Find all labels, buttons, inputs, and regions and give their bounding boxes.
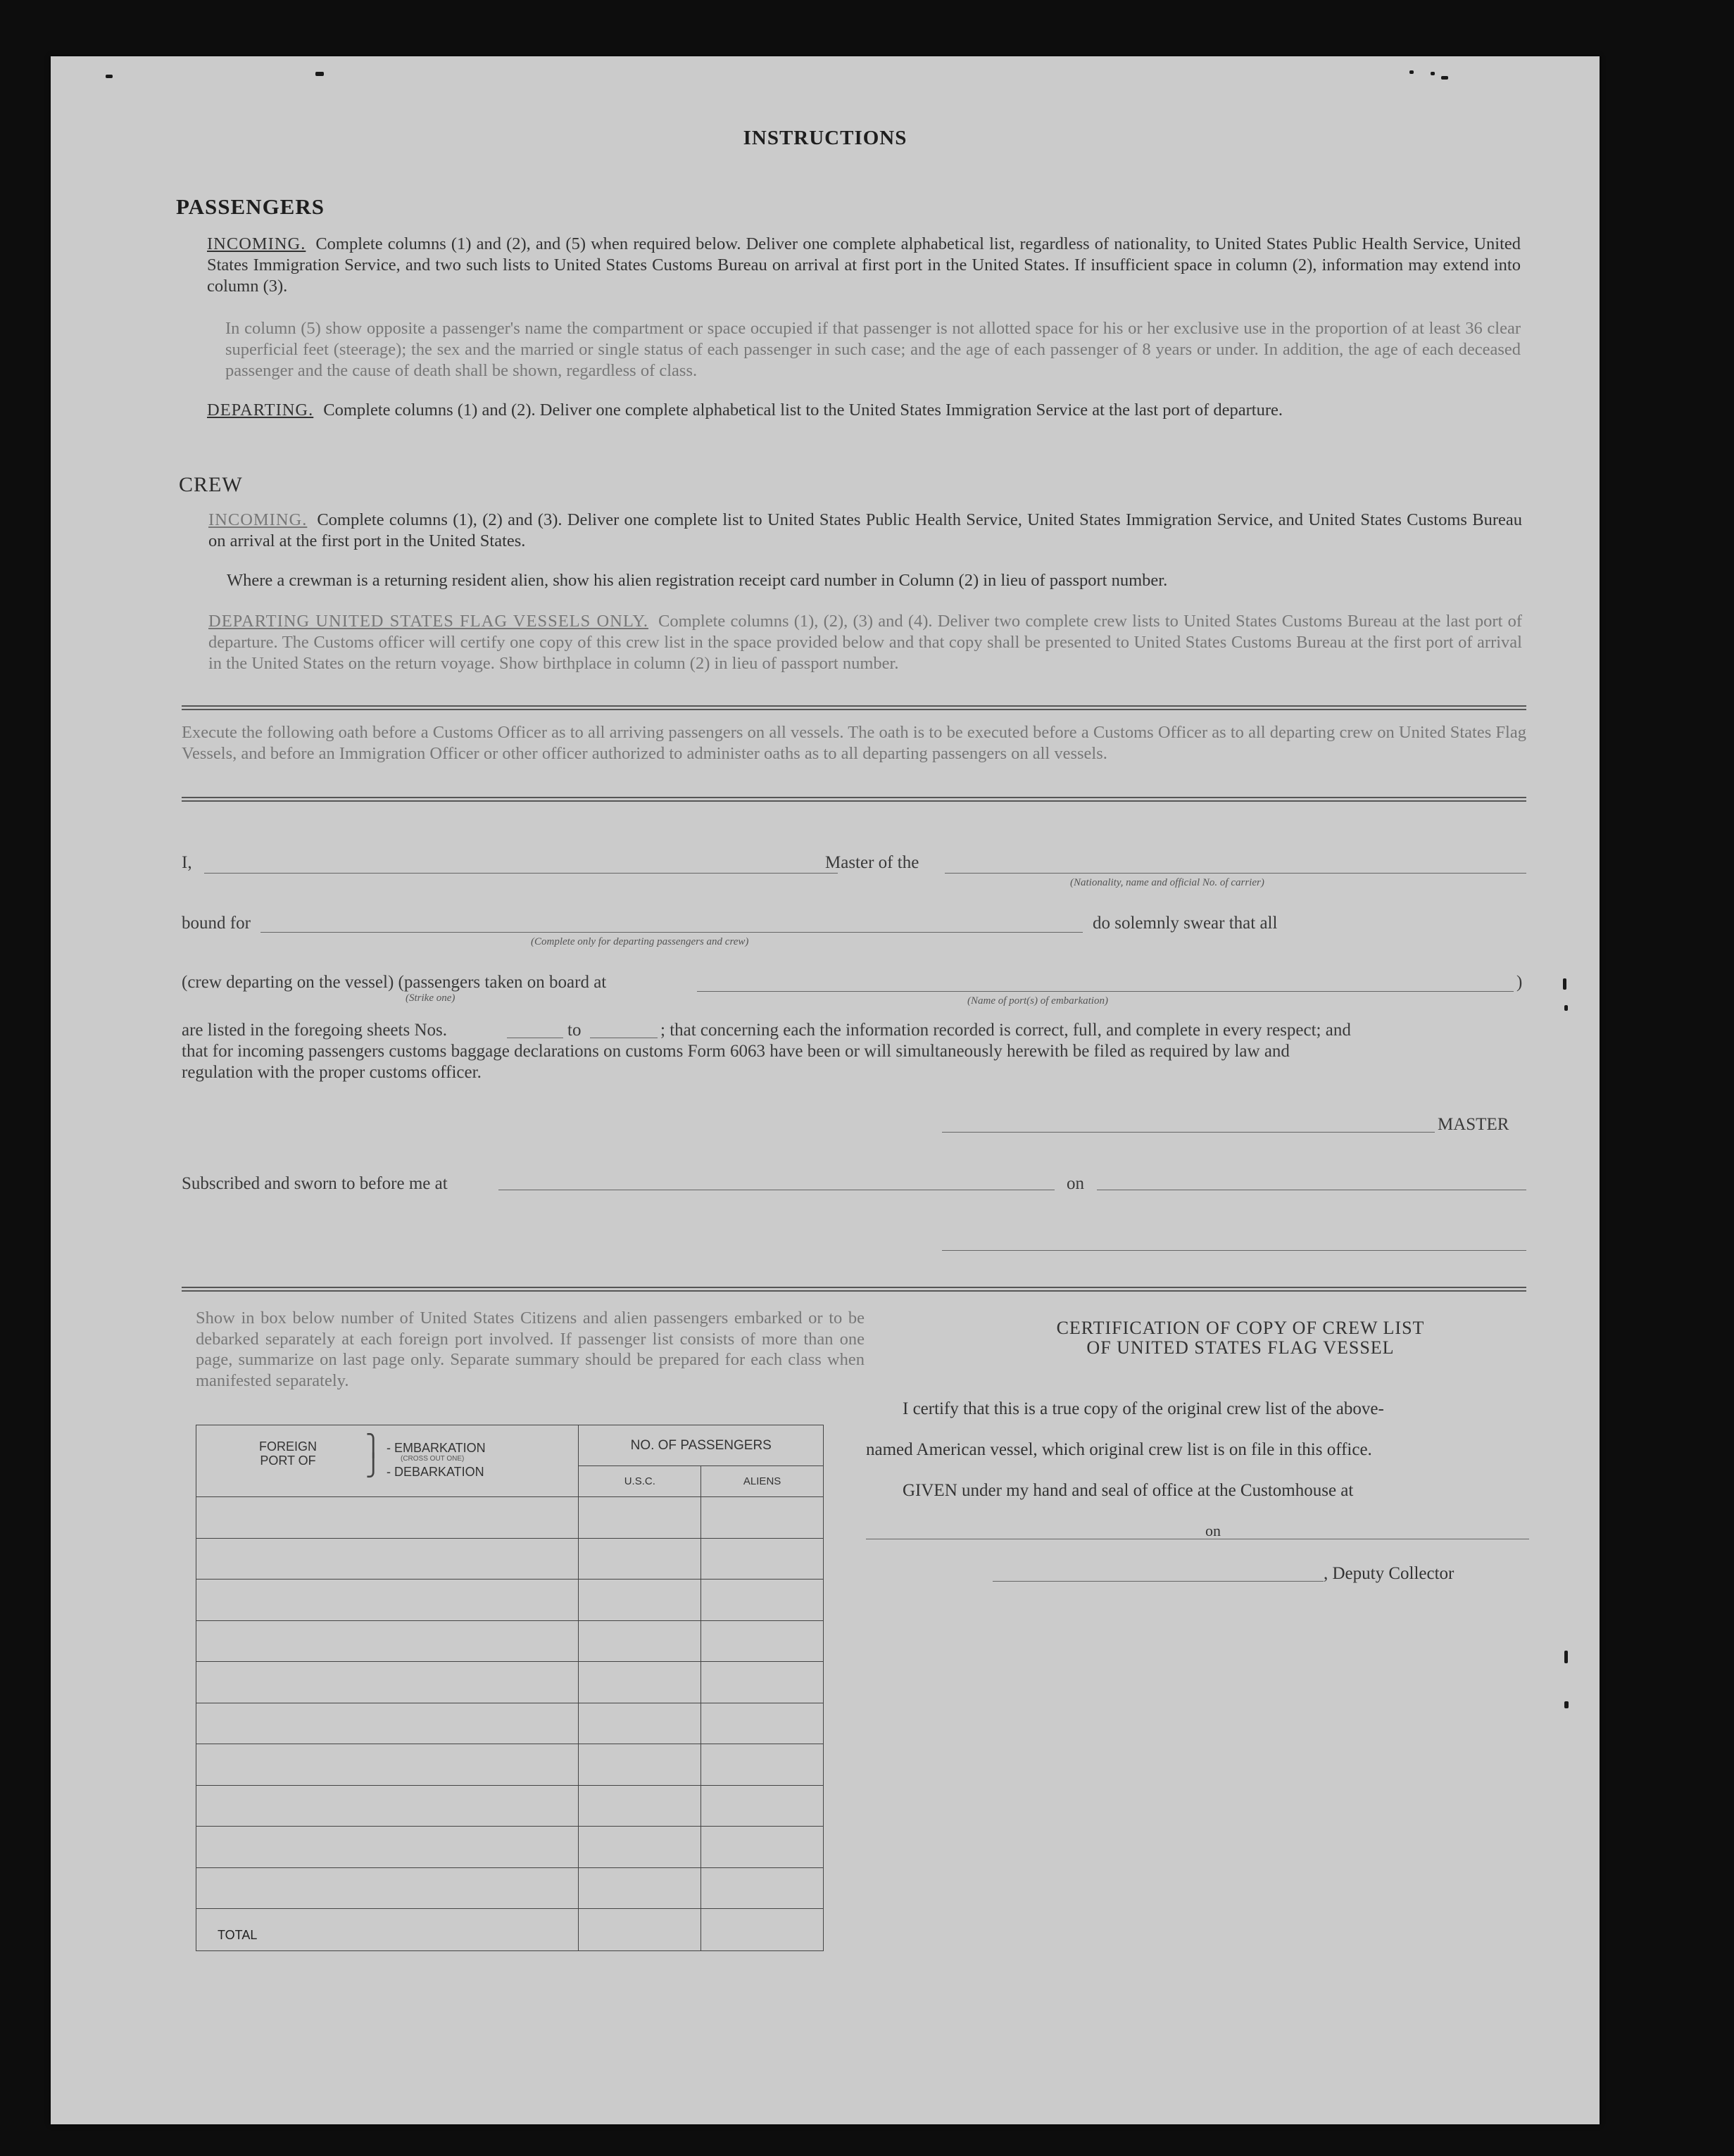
master-name-field[interactable] [204, 873, 838, 874]
certify-line-3: GIVEN under my hand and seal of office at the Customhouse at [903, 1481, 1354, 1500]
scan-speck [1409, 70, 1414, 74]
total-aliens-cell[interactable] [701, 1909, 824, 1951]
bound-for-field[interactable] [260, 932, 1083, 933]
strike-one-caption: (Strike one) [406, 992, 456, 1004]
crew-departing-text: Complete columns (1), (2), (3) and (4). Deliver two complete crew lists to United States Customs Bureau at the last port of departure. The Customs officer will certify one copy of this crew list in the space provided below and that copy shall be presented to United States Customs Bureau at the first port of arrival in the United States on the return voyage. Show birthplace in column (2) in lieu of passport number. [208, 612, 1522, 673]
summary-row [196, 1662, 824, 1703]
port-cell[interactable] [196, 1867, 579, 1909]
certification-heading-1: CERTIFICATION OF COPY OF CREW LIST [1056, 1318, 1425, 1338]
subscribed-label: Subscribed and sworn to before me at [182, 1174, 448, 1193]
certify-line-1: I certify that this is a true copy of the original crew list of the above- [903, 1399, 1384, 1418]
master-of-the-label: Master of the [825, 853, 919, 872]
embarkation-ports-field[interactable] [697, 991, 1514, 992]
passengers-departing-instruction [207, 400, 1521, 421]
scan-speck [1564, 1701, 1569, 1708]
crew-incoming-instruction [208, 510, 1522, 552]
usc-cell[interactable] [579, 1662, 701, 1703]
scan-speck [315, 72, 324, 76]
port-cell[interactable] [196, 1580, 579, 1621]
aliens-cell[interactable] [701, 1497, 824, 1539]
aliens-header: ALIENS [701, 1466, 824, 1497]
crew-departing-instruction [208, 611, 1522, 674]
departing-text: Complete columns (1) and (2). Deliver one complete alphabetical list to the United States Immigration Service at the last port of departure. [323, 401, 1283, 420]
bound-for-label: bound for [182, 914, 251, 933]
aliens-cell[interactable] [701, 1827, 824, 1868]
aliens-cell[interactable] [701, 1703, 824, 1744]
scan-speck [106, 75, 113, 78]
listed-text-line2: that for incoming passengers customs baggage declarations on customs Form 6063 have been or will simultaneously herewith be filed as required by law and [182, 1042, 1290, 1061]
aliens-cell[interactable] [701, 1785, 824, 1827]
debarkation-label: - DEBARKATION [387, 1465, 484, 1479]
port-cell[interactable] [196, 1497, 579, 1539]
usc-cell[interactable] [579, 1580, 701, 1621]
oath-intro: Execute the following oath before a Customs Officer as to all arriving passengers on all vessels. The oath is to be executed before a Customs Officer as to all departing crew on United States Flag Vessels, and before an Immigration Officer or other officer authorized to administer oaths as to all departing passengers on all vessels. [182, 723, 1526, 763]
passengers-column5-instruction: In column (5) show opposite a passenger's name the compartment or space occupied if that passenger is not allotted space for his or her exclusive use in the proportion of at least 36 clear superficial feet (steerage); the sex and the married or single status of each passenger in such case; and the age of each passenger of 8 years or under. In addition, the age of each deceased passenger and the cause of death shall be shown, regardless of class. [225, 319, 1521, 380]
usc-cell[interactable] [579, 1620, 701, 1662]
usc-cell[interactable] [579, 1827, 701, 1868]
aliens-cell[interactable] [701, 1662, 824, 1703]
usc-header: U.S.C. [579, 1466, 701, 1497]
summary-row [196, 1827, 824, 1868]
form-page [51, 56, 1600, 2124]
port-cell[interactable] [196, 1538, 579, 1580]
crew-incoming-text: Complete columns (1), (2) and (3). Deliver one complete list to United States Public Health Service, United States Immigration Service, and United States Customs Bureau on arrival at the first port in the United States. [208, 510, 1522, 550]
embarkation-label: - EMBARKATION [387, 1441, 486, 1455]
scan-speck [1564, 1005, 1568, 1011]
foreign-port-of-label: FOREIGN PORT OF [258, 1439, 317, 1468]
master-signature-field[interactable] [942, 1132, 1435, 1133]
port-header-cell [196, 1425, 579, 1497]
aliens-cell[interactable] [701, 1867, 824, 1909]
scan-speck [1431, 72, 1435, 75]
total-usc-cell[interactable] [579, 1909, 701, 1951]
certification-heading-2: OF UNITED STATES FLAG VESSEL [1086, 1337, 1395, 1358]
incoming-text: Complete columns (1) and (2), and (5) when required below. Deliver one complete alphabetical list, regardless of nationality, to United States Public Health Service, United States Immigration Service, and two such lists to United States Customs Bureau on arrival at first port in the United States. If insufficient space in column (2), information may extend into column (3). [207, 234, 1521, 296]
crew-departing-label: DEPARTING UNITED STATES FLAG VESSELS ONLY. [208, 612, 649, 631]
officer-signature-field[interactable] [942, 1250, 1526, 1251]
crew-incoming-label: INCOMING. [208, 510, 308, 529]
summary-note: Show in box below number of United States Citizens and alien passengers embarked or to be debarked separately at each foreign port involved. If passenger list consists of more than one page, summarize on last page only. Separate summary should be prepared for each class when manifested separately. [196, 1309, 865, 1390]
port-cell[interactable] [196, 1785, 579, 1827]
passenger-summary-table [196, 1425, 824, 1951]
crew-heading: CREW [179, 473, 243, 496]
scan-speck [1441, 76, 1448, 80]
no-of-passengers-header: NO. OF PASSENGERS [579, 1425, 824, 1466]
cross-out-label: (CROSS OUT ONE) [401, 1455, 465, 1463]
carrier-field[interactable] [945, 873, 1526, 874]
port-cell[interactable] [196, 1827, 579, 1868]
summary-row [196, 1580, 824, 1621]
summary-row [196, 1620, 824, 1662]
aliens-cell[interactable] [701, 1744, 824, 1786]
scan-speck [1564, 1651, 1568, 1663]
deputy-signature-field[interactable] [993, 1581, 1324, 1582]
ports-caption: (Name of port(s) of embarkation) [967, 995, 1108, 1007]
close-paren: ) [1516, 973, 1523, 992]
complete-only-caption: (Complete only for departing passengers and crew) [531, 936, 749, 947]
usc-cell[interactable] [579, 1538, 701, 1580]
summary-row [196, 1744, 824, 1786]
port-cell[interactable] [196, 1662, 579, 1703]
page-title: INSTRUCTIONS [743, 127, 907, 149]
listed-text-2: to [567, 1021, 582, 1040]
section-divider [182, 797, 1526, 802]
usc-cell[interactable] [579, 1867, 701, 1909]
summary-row [196, 1703, 824, 1744]
port-cell[interactable] [196, 1744, 579, 1786]
usc-cell[interactable] [579, 1744, 701, 1786]
listed-text-1: are listed in the foregoing sheets Nos. [182, 1021, 447, 1040]
summary-row [196, 1785, 824, 1827]
do-solemnly-label: do solemnly swear that all [1093, 914, 1278, 933]
usc-cell[interactable] [579, 1785, 701, 1827]
listed-text-3: ; that concerning each the information recorded is correct, full, and complete in every respect; and [660, 1021, 1351, 1040]
brace-icon: ⎫ ⎭ [365, 1435, 382, 1477]
certify-line-2: named American vessel, which original crew list is on file in this office. [866, 1440, 1372, 1459]
summary-row [196, 1497, 824, 1539]
listed-text-line3: regulation with the proper customs officer. [182, 1063, 482, 1082]
scan-speck [1563, 978, 1566, 990]
incoming-label: INCOMING. [207, 234, 306, 253]
crew-departing-label: (crew departing on the vessel) (passengers taken on board at [182, 973, 607, 992]
passengers-incoming-instruction [207, 234, 1521, 297]
total-label: TOTAL [196, 1909, 579, 1951]
sworn-on-label: on [1067, 1174, 1084, 1193]
usc-cell[interactable] [579, 1497, 701, 1539]
departing-label: DEPARTING. [207, 401, 314, 420]
crewman-instruction: Where a crewman is a returning resident alien, show his alien registration receipt card number in Column (2) in lieu of passport number. [227, 571, 1168, 590]
nationality-caption: (Nationality, name and official No. of carrier) [1070, 877, 1264, 888]
aliens-cell[interactable] [701, 1538, 824, 1580]
oath-i-label: I, [182, 853, 192, 872]
summary-row [196, 1538, 824, 1580]
aliens-cell[interactable] [701, 1620, 824, 1662]
port-cell[interactable] [196, 1703, 579, 1744]
cert-on-label: on [1205, 1522, 1221, 1539]
passengers-heading: PASSENGERS [176, 194, 325, 219]
section-divider [182, 705, 1526, 710]
section-divider [182, 1287, 1526, 1292]
summary-rows [196, 1497, 824, 1909]
usc-cell[interactable] [579, 1703, 701, 1744]
port-cell[interactable] [196, 1620, 579, 1662]
aliens-cell[interactable] [701, 1580, 824, 1621]
deputy-collector-label: , Deputy Collector [1324, 1564, 1455, 1583]
summary-row [196, 1867, 824, 1909]
master-label: MASTER [1438, 1115, 1509, 1134]
